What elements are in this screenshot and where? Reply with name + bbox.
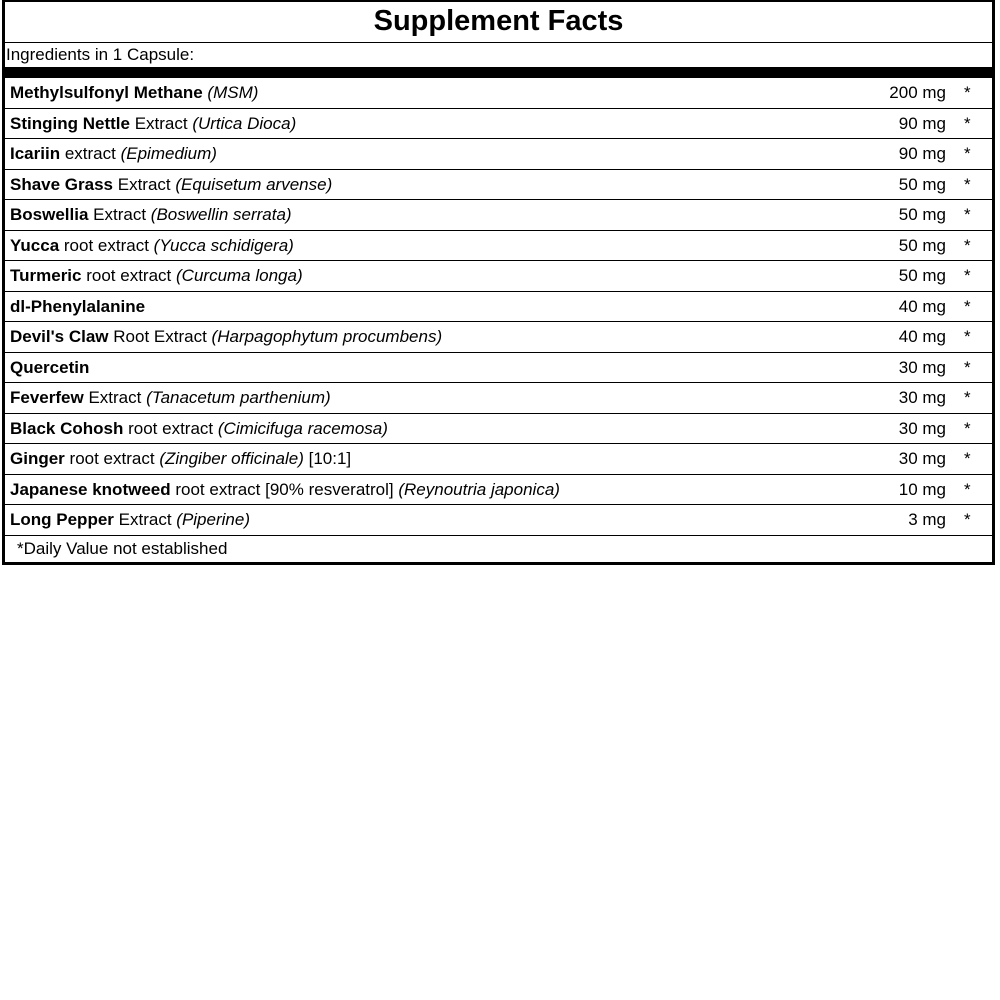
ingredient-amount: 50 mg — [898, 266, 946, 285]
ingredient-row — [5, 474, 992, 505]
ingredient-daily-value: * — [964, 83, 971, 102]
ingredient-row — [5, 321, 992, 352]
ingredient-bold-name: Black Cohosh — [10, 418, 124, 438]
ingredient-latin-name: (Curcuma longa) — [176, 266, 303, 285]
ingredient-name — [5, 383, 856, 413]
ingredient-latin-name: (Equisetum arvense) — [175, 174, 333, 194]
ingredient-amount: 30 mg — [898, 357, 946, 377]
ingredient-bold-name: Shave Grass — [10, 174, 114, 194]
ingredient-name — [5, 78, 856, 108]
ingredient-amount: 200 mg — [889, 83, 946, 102]
ingredient-amount: 40 mg — [898, 327, 946, 346]
ingredient-row — [5, 108, 992, 139]
ingredient-daily-value: * — [964, 144, 971, 163]
ingredient-name — [5, 139, 856, 169]
ingredient-descriptor: root extract — [63, 235, 149, 255]
ingredient-daily-value: * — [964, 388, 971, 407]
ingredient-latin-name: (Piperine) — [176, 510, 250, 529]
ingredient-daily-value: * — [964, 510, 971, 529]
ingredient-daily-value: * — [964, 479, 971, 499]
ingredient-latin-name: (Tanacetum parthenium) — [146, 388, 331, 407]
ingredient-amount: 30 mg — [898, 418, 946, 438]
ingredient-name — [5, 444, 856, 474]
ingredient-descriptor: root extract — [86, 266, 172, 285]
ingredient-name — [5, 170, 856, 200]
ingredient-daily-value: * — [964, 357, 971, 377]
ingredient-list — [5, 78, 992, 535]
ingredient-row — [5, 382, 992, 413]
ingredient-descriptor: root extract — [128, 418, 214, 438]
ingredient-amount: 10 mg — [898, 479, 946, 499]
ingredient-latin-name: (Epimedium) — [120, 144, 217, 163]
ingredient-row — [5, 352, 992, 383]
ingredient-latin-name: (MSM) — [207, 83, 259, 102]
ingredient-daily-value: * — [964, 449, 971, 468]
panel-title: Supplement Facts — [5, 2, 992, 43]
ingredient-bold-name: Turmeric — [10, 266, 82, 285]
ingredient-name — [5, 322, 856, 352]
ingredient-row — [5, 443, 992, 474]
ingredient-latin-name: (Zingiber officinale) — [159, 449, 304, 468]
ingredient-descriptor: Root Extract — [113, 327, 207, 346]
ingredient-row — [5, 199, 992, 230]
ingredient-bold-name: Japanese knotweed — [10, 479, 171, 499]
thick-divider — [5, 67, 992, 78]
ingredient-row — [5, 138, 992, 169]
ingredient-bold-name: Long Pepper — [10, 510, 114, 529]
ingredient-bold-name: Yucca — [10, 235, 60, 255]
ingredient-latin-name: (Cimicifuga racemosa) — [217, 418, 388, 438]
ingredient-descriptor: Extract — [93, 205, 147, 224]
ingredient-amount: 50 mg — [898, 205, 946, 224]
ingredient-name — [5, 261, 856, 291]
ingredient-descriptor: root extract [90% resveratrol] — [175, 479, 394, 499]
ingredient-bold-name: Feverfew — [10, 388, 84, 407]
ingredient-amount: 90 mg — [898, 144, 946, 163]
ingredient-bold-name: Ginger — [10, 449, 65, 468]
ingredient-latin-name: (Reynoutria japonica) — [398, 479, 560, 499]
ingredient-row — [5, 413, 992, 444]
ingredient-bold-name: dl-Phenylalanine — [10, 296, 146, 316]
ingredient-row — [5, 504, 992, 535]
ingredient-daily-value: * — [964, 174, 971, 194]
ingredient-amount: 50 mg — [898, 235, 946, 255]
ingredient-descriptor: Extract — [117, 174, 171, 194]
ingredient-descriptor: Extract — [118, 510, 172, 529]
ingredient-name — [5, 231, 856, 261]
ingredient-daily-value: * — [964, 327, 971, 346]
ingredient-descriptor: root extract — [69, 449, 155, 468]
ingredient-daily-value: * — [964, 266, 971, 285]
ingredient-suffix: [10:1] — [308, 449, 352, 468]
ingredient-bold-name: Stinging Nettle — [10, 113, 130, 133]
ingredient-row — [5, 78, 992, 108]
ingredient-name — [5, 200, 856, 230]
ingredient-bold-name: Boswellia — [10, 205, 89, 224]
supplement-facts-panel — [2, 0, 995, 565]
ingredient-row — [5, 291, 992, 322]
ingredient-name — [5, 292, 856, 322]
ingredient-amount: 40 mg — [898, 296, 946, 316]
ingredient-daily-value: * — [964, 235, 971, 255]
ingredient-bold-name: Devil's Claw — [10, 327, 109, 346]
ingredient-row — [5, 260, 992, 291]
ingredient-daily-value: * — [964, 418, 971, 438]
ingredient-name — [5, 109, 856, 139]
ingredient-bold-name: Methylsulfonyl Methane — [10, 83, 203, 102]
ingredient-latin-name: (Urtica Dioca) — [192, 113, 297, 133]
ingredient-latin-name: (Harpagophytum procumbens) — [211, 327, 443, 346]
ingredient-descriptor: Extract — [134, 113, 188, 133]
ingredient-name — [5, 505, 856, 535]
serving-label: Ingredients in 1 Capsule: — [6, 45, 195, 64]
ingredient-daily-value: * — [964, 113, 971, 133]
ingredient-row — [5, 169, 992, 200]
ingredient-amount: 30 mg — [898, 388, 946, 407]
ingredient-amount: 30 mg — [898, 449, 946, 468]
ingredient-bold-name: Quercetin — [10, 357, 90, 377]
ingredient-daily-value: * — [964, 296, 971, 316]
ingredient-amount: 50 mg — [898, 174, 946, 194]
ingredient-name — [5, 475, 856, 505]
ingredient-name — [5, 353, 856, 383]
ingredient-latin-name: (Yucca schidigera) — [153, 235, 294, 255]
ingredient-descriptor: Extract — [88, 388, 142, 407]
ingredient-name — [5, 414, 856, 444]
ingredient-latin-name: (Boswellin serrata) — [150, 205, 292, 224]
ingredient-descriptor: extract — [64, 144, 116, 163]
ingredient-bold-name: Icariin — [10, 144, 61, 163]
footnote: *Daily Value not established — [5, 535, 992, 562]
ingredient-row — [5, 230, 992, 261]
ingredient-amount: 3 mg — [908, 510, 946, 529]
ingredient-amount: 90 mg — [898, 113, 946, 133]
ingredient-daily-value: * — [964, 205, 971, 224]
